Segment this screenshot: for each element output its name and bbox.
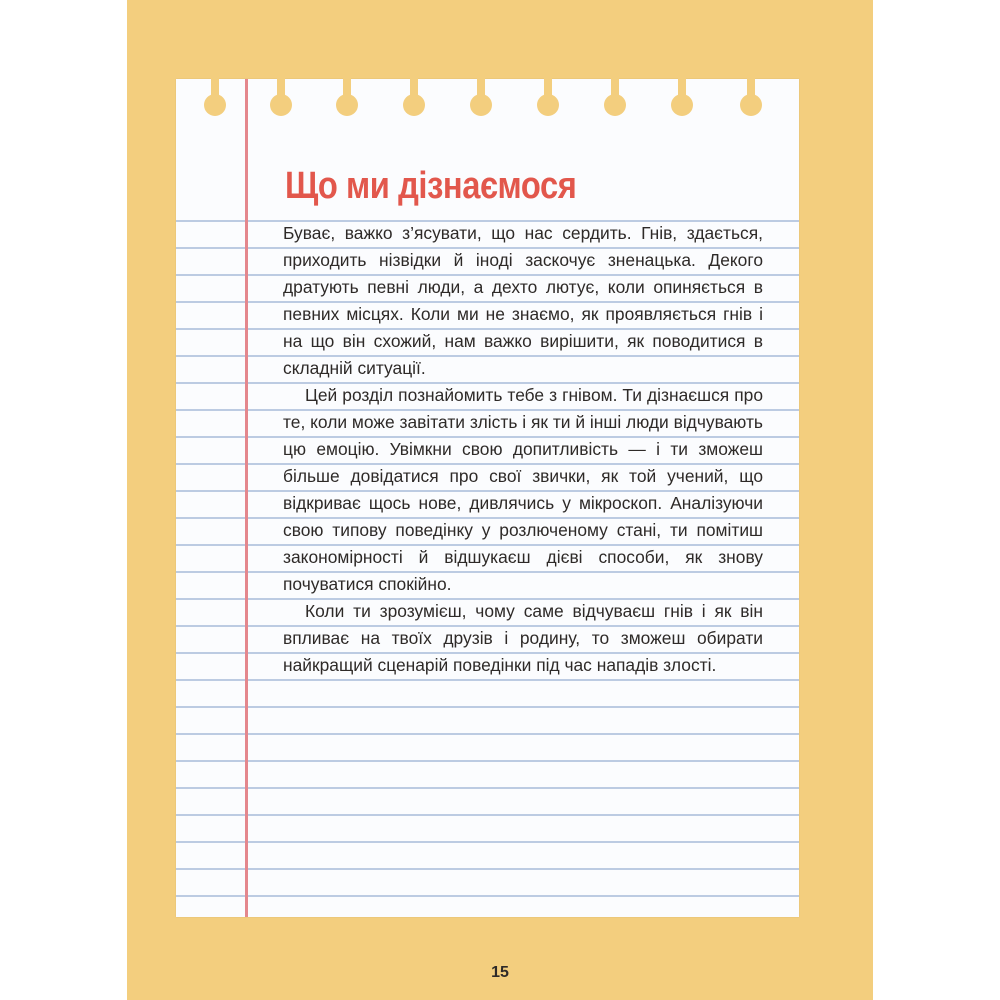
paragraph: Цей розділ познайомить тебе з гнівом. Ти дізнаєшся про те, коли може завітати злість і як ти й інші люди відчувають цю емоцію. Увімкни свою допитливість — і ти зможеш більше довідатися про свої звички, як той учений, що відкриває щось нове, дивлячись у мікроскоп. Аналізуючи свою типову поведінку у розлюченому стані, ти помітиш закономірності й відшукаєш дієві способи, як знову почуватися спокійно.	[283, 385, 763, 594]
paragraph: Буває, важко з’ясувати, що нас сердить. Гнів, здається, приходить нізвідки й іноді заскочує зненацька. Декого дратують певні люди, а дехто лютує, коли опиняється в певних місцях. Коли ми не знаємо, як проявляється гнів і на що він схожий, нам важко вирішити, як поводитися в складній ситуації.	[283, 223, 763, 378]
binder-hole	[671, 77, 693, 121]
paragraph: Коли ти зрозумієш, чому саме відчуваєш гнів і як він впливає на твоїх друзів і родину, то зможеш обирати найкращий сценарій поведінки під час нападів злості.	[283, 601, 763, 675]
binder-hole	[270, 77, 292, 121]
binder-hole	[604, 77, 626, 121]
margin-line	[245, 79, 248, 917]
binder-hole	[204, 77, 226, 121]
page-number: 15	[491, 964, 509, 981]
binder-hole	[740, 77, 762, 121]
binder-hole	[336, 77, 358, 121]
page-title: Що ми дізнаємося	[285, 165, 577, 207]
binder-hole	[470, 77, 492, 121]
body-text	[283, 220, 763, 679]
binder-hole	[537, 77, 559, 121]
notebook-sheet	[176, 79, 799, 917]
binder-hole	[403, 77, 425, 121]
